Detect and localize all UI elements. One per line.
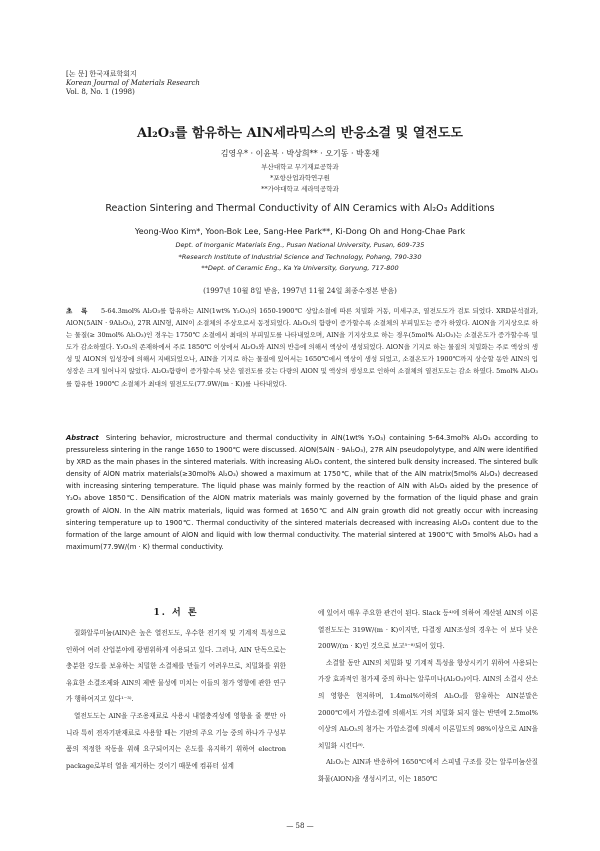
section-heading-introduction: 1. 서 론 xyxy=(153,608,199,618)
body-column-right xyxy=(318,605,538,788)
journal-name-en: Korean Journal of Materials Research xyxy=(66,79,200,87)
abstract-english xyxy=(66,432,538,553)
paper-title-english: Reaction Sintering and Thermal Conductivity of AlN Ceramics with Al₂O₃ Additions xyxy=(105,203,495,214)
affiliation-en-2: *Research Institute of Industrial Science and Technology, Pohang, 790-330 xyxy=(178,252,422,261)
authors-korean: 김영우* · 이윤복 · 박상희** · 오기동 · 박홍채 xyxy=(220,149,380,158)
journal-header xyxy=(66,70,200,97)
abstract-korean-text: 5-64.3mol% Al₂O₃를 함유하는 AlN(1wt% Y₂O₃)의 1650-1900℃ 상압소결에 따른 치밀화 거동, 미세구조, 열전도도가 검토 되었다. XRD분석결과, AlON(5AlN · 9Al₂O₃), 27R AlN형, AlN이 소결체의 주상으로서 동정되었다. Al₂O₃의 함량이 증가할수록 소결체의 부피밀도는 증가 하였다. AlON을 기지상으로 하는 물질(≥ 30mol% Al₂O₃)인 경우는 1750℃ 소결에서 최대의 부피밀도를 나타내었으며, AlN을 기지상으로 하는 경우(5mol% Al₂O₃)는 소결온도가 증가할수록 밀도가 감소하였다. Y₂O₃의 존재하에서 주로 1850℃ 이상에서 Al₂O₃와 AlN의 반응에 의해서 액상이 생성되었다. AlON을 기지로 하는 물질의 치밀화는 주로 액상의 생성 및 AlON의 입성장에 의해서 지배되었으나, AlN을 기지로 하는 물질에 있어서는 1650℃에서 액상이 생성 되었고, 소결온도가 1900℃까지 상승할 동안 AlN의 입성장은 크게 일어나지 않았다. Al₂O₃함량이 증가할수록 낮은 열전도를 갖는 다량의 AlON 및 액상의 생성으로 인하여 소결체의 열전도도는 감소 하였다. 5mol% Al₂O₃를 함유한 1900℃ 소결체가 최대의 열전도도(77.9W/(m · K))를 나타내었다. xyxy=(66,307,539,388)
body-paragraph: 열전도도는 AlN을 구조용재료로 사용시 내열충격성에 영향을 줄 뿐만 아니라 특히 전자기판재료로 사용할 때는 기판의 주요 기능 중의 하나가 구성부품의 적정한 작동을 위해 요구되어지는 온도를 유지하기 위하여 electron package로부터 열을 제거하는 것이기 때문에 컴퓨터 설계 xyxy=(66,711,286,770)
journal-name-ko: [논 문] 한국재료학회지 xyxy=(66,70,137,78)
abstract-korean-label: 초 록 xyxy=(66,307,91,315)
body-paragraph: 질화알루미늄(AlN)은 높은 열전도도, 우수한 전기적 및 기계적 특성으로 인하여 여러 산업분야에 광범위하게 이용되고 있다. 그러나, AlN 단독으로는 충분한 강도를 보유하는 치밀한 소결체를 만들기 어려우므로, 치밀화를 위한 유효한 소결조제와 AlN의 제반 물성에 미치는 이들의 첨가 영향에 관한 연구가 행하여지고 있다¹⁻³⁾. xyxy=(66,629,286,704)
affiliation-ko-2: *포항산업과학연구원 xyxy=(270,174,330,182)
affiliation-ko-1: 부산대학교 무기재료공학과 xyxy=(261,163,339,171)
body-paragraph: 에 있어서 매우 주요한 관건이 된다. Slack 등⁴⁾에 의하여 계산된 AlN의 이론 열전도도는 319W/(m · K)이지만, 다결정 AlN조성의 경우는 이 보다 낮은 200W/(m · K)인 것으로 보고⁵⁻⁸⁾되어 있다. xyxy=(318,609,538,651)
body-paragraph: 소결할 동안 AlN의 치밀화 및 기계적 특성을 향상시키기 위하여 사용되는 가장 효과적인 첨가제 중의 하나는 알루미나(Al₂O₃)이다. AlN의 소결시 산소의 영향은 현저하며, 1.4mol%이하의 Al₂O₃를 함유하는 AlN분말은 2000℃에서 가압소결에 의해서도 거의 치밀화 되지 않는 반면에 2.5mol%이상의 Al₂O₃의 첨가는 가압소결에 의해서 이론밀도의 98%이상으로 AlN을 치밀화 시킨다⁹⁾. xyxy=(318,658,538,750)
journal-volume: Vol. 8, No. 1 (1998) xyxy=(66,88,135,96)
affiliations-english xyxy=(0,240,600,275)
abstract-korean xyxy=(66,305,538,390)
abstract-english-text: Sintering behavior, microstructure and thermal conductivity in AlN(1wt% Y₂O₃) containing 5-64.3mol% Al₂O₃ according to pressureless sintering in the range 1650 to 1900℃ were discussed. AlON(5AlN · 9Al₂O₃), 27R AlN pseudopolytype, and AlN were identified by XRD as the main phases in the sintered materials. With increasing Al₂O₃ content, the sintered bulk density increased. The sintered bulk density of AlON matrix materials(≥30mol% Al₂O₃) showed a maximum at 1750℃, while that of the AlN matrix(5mol% Al₂O₃) decreased with increasing sintering temperature. The liquid phase was mainly formed by the reaction of AlN with Al₂O₃ aided by the presence of Y₂O₃ above 1850℃. Densification of the AlON matrix materials was mainly governed by the formation of the liquid phase and grain growth of AlON. In the AlN matrix materials, liquid was formed at 1650℃ and AlN grain growth did not greatly occur with increasing sintering temperature up to 1900℃. Thermal conductivity of the sintered materials decreased with increasing Al₂O₃ content due to the formation of the large amount of AlON and liquid with low thermal conductivity. The material sintered at 1900℃ with 5mol% Al₂O₃ had a maximum(77.9W/(m · K) thermal conductivity. xyxy=(66,434,538,551)
body-paragraph: Al₂O₃는 AlN과 반응하여 1650℃에서 스피넬 구조를 갖는 알루미늄산질화물(AlON)을 생성시키고, 이는 1850℃ xyxy=(318,758,538,783)
affiliation-en-3: **Dept. of Ceramic Eng., Ka Ya University, Goryung, 717-800 xyxy=(201,264,399,272)
authors-english: Yeong-Woo Kim*, Yoon-Bok Lee, Sang-Hee Park**, Ki-Dong Oh and Hong-Chae Park xyxy=(134,227,466,236)
body-column-left xyxy=(66,625,286,774)
page-number: — 58 — xyxy=(286,822,314,830)
received-date: (1997년 10월 8일 받음, 1997년 11월 24일 최종수정본 받음) xyxy=(203,287,397,295)
affiliation-ko-3: **가야대학교 세라믹공학과 xyxy=(261,185,339,193)
affiliation-en-1: Dept. of Inorganic Materials Eng., Pusan National University, Pusan, 609-735 xyxy=(175,241,425,249)
abstract-english-label: Abstract xyxy=(66,434,99,442)
paper-title-korean: Al₂O₃를 함유하는 AlN세라믹스의 반응소결 및 열전도도 xyxy=(137,126,463,141)
affiliations-korean xyxy=(0,162,600,195)
